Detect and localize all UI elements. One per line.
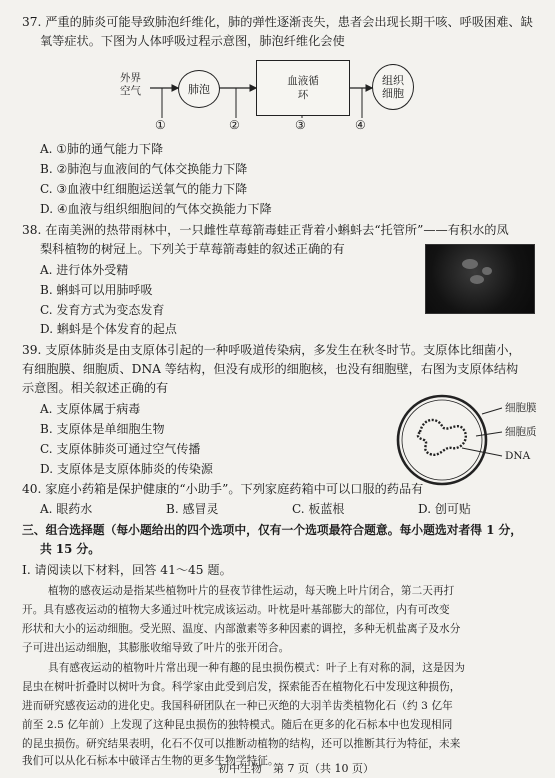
q39-option-c: C. 支原体肺炎可通过空气传播 <box>40 442 201 456</box>
marker-3: ③ <box>295 118 306 132</box>
q37-stem-line1: 37. 严重的肺炎可能导致肺泡纤维化，肺的弹性逐渐丧失，患者会出现长期干咳、呼吸困难、缺 <box>22 15 533 29</box>
q38-option-c: C. 发育方式为变态发育 <box>40 303 165 317</box>
section3-heading-line2: 共 15 分。 <box>40 542 101 556</box>
material-line-4: 子可进出运动细胞，其膨胀收缩导致了叶片的张开闭合。 <box>22 642 290 654</box>
material-line-2: 开。具有感夜运动的植物大多通过叶枕完成该运动。叶枕是叶基部膨大的部位，内有可改变 <box>22 604 450 616</box>
tissue-cells-label: 组织细胞 <box>382 74 404 100</box>
marker-2: ② <box>229 118 240 132</box>
q39-option-a: A. 支原体属于病毒 <box>40 402 141 416</box>
q39-option-b: B. 支原体是单细胞生物 <box>40 422 165 436</box>
q37-option-b: B. ②肺泡与血液间的气体交换能力下降 <box>40 162 248 176</box>
q38-option-a: A. 进行体外受精 <box>40 263 129 277</box>
q39-stem-line2: 有细胞膜、细胞质、DNA 等结构，但没有成形的细胞核，也没有细胞壁，右图为支原体结构 <box>22 362 519 376</box>
q38-option-d: D. 蝌蚪是个体发育的起点 <box>40 322 177 336</box>
material-line-6: 昆虫在树叶折叠时以树叶为食。科学家由此受到启发，探索能否在植物化石中发现这种损伤， <box>22 681 461 693</box>
tissue-cells-node <box>372 64 414 110</box>
q40-stem: 40. 家庭小药箱是保护健康的“小助手”。下列家庭药箱中可以口服的药品有 <box>22 482 424 496</box>
q38-stem-line1: 38. 在南美洲的热带雨林中，一只雌性草莓箭毒蛙正背着小蝌蚪去“托管所”——有积水的凤 <box>22 223 509 237</box>
q39-option-d: D. 支原体是支原体肺炎的传染源 <box>40 462 213 476</box>
material-line-7: 进而研究感夜运动的进化史。我国科研团队在一种已灭绝的大羽羊齿类植物化石（约 3 亿年 <box>22 700 453 712</box>
q40-option-c: C. 板蓝根 <box>292 502 345 516</box>
q40-option-d: D. 创可贴 <box>418 502 471 516</box>
outside-air-label: 外界空气 <box>120 72 141 97</box>
alveoli-label: 肺泡 <box>188 82 210 96</box>
material-line-9: 的昆虫损伤。研究结果表明，化石不仅可以推断动植物的结构，还可以推断其行为特征，未来 <box>22 738 461 750</box>
q37-option-d: D. ④血液与组织细胞间的气体交换能力下降 <box>40 202 272 216</box>
q39-stem-line1: 39. 支原体肺炎是由支原体引起的一种呼吸道传染病，多发生在秋冬时节。支原体比细菌小， <box>22 343 521 357</box>
q38-stem-line2: 梨科植物的树冠上。下列关于草莓箭毒蛙的叙述正确的有 <box>40 242 345 256</box>
material-line-10: 我们可以从化石标本中破译古生物的更多生物学特征。 <box>22 755 279 767</box>
part1-heading: Ⅰ. 请阅读以下材料，回答 41～45 题。 <box>22 563 232 577</box>
material-line-8: 前至 2.5 亿年前）上发现了这种昆虫损伤的独特模式。随后在更多的化石标本中也发现相同 <box>22 719 453 731</box>
marker-4: ④ <box>355 118 366 132</box>
cytoplasm-label: 细胞质 <box>505 426 537 438</box>
q37-option-c: C. ③血液中红细胞运送氧气的能力下降 <box>40 182 248 196</box>
material-line-1: 植物的感夜运动是指某些植物叶片的昼夜节律性运动，每天晚上叶片闭合，第二天再打 <box>48 585 455 597</box>
q38-option-b: B. 蝌蚪可以用肺呼吸 <box>40 283 153 297</box>
q39-stem-line3: 示意图。相关叙述正确的有 <box>22 381 169 395</box>
material-line-3: 形状和大小的运动细胞。受光照、温度、内部激素等多种因素的调控，多种无机盐离子及水分 <box>22 623 461 635</box>
membrane-label: 细胞膜 <box>505 402 537 414</box>
dna-label: DNA <box>505 450 531 462</box>
poison-frog-photo <box>425 244 535 314</box>
marker-1: ① <box>155 118 166 132</box>
q40-option-a: A. 眼药水 <box>40 502 93 516</box>
page-footer: 初中生物 第 7 页（共 10 页） <box>218 762 374 775</box>
section3-heading-line1: 三、组合选择题（每小题给出的四个选项中，仅有一个选项最符合题意。每小题选对者得 1 分， <box>22 523 523 537</box>
material-line-5: 具有感夜运动的植物叶片常出现一种有趣的昆虫损伤模式：叶子上有对称的洞，这是因为 <box>48 662 466 674</box>
blood-circulation-label: 血液循环 <box>287 75 319 101</box>
alveoli-node <box>178 70 220 108</box>
q40-option-b: B. 感冒灵 <box>166 502 219 516</box>
q37-stem-line2: 氧等症状。下图为人体呼吸过程示意图，肺泡纤维化会使 <box>40 34 345 48</box>
q37-option-a: A. ①肺的通气能力下降 <box>40 142 164 156</box>
